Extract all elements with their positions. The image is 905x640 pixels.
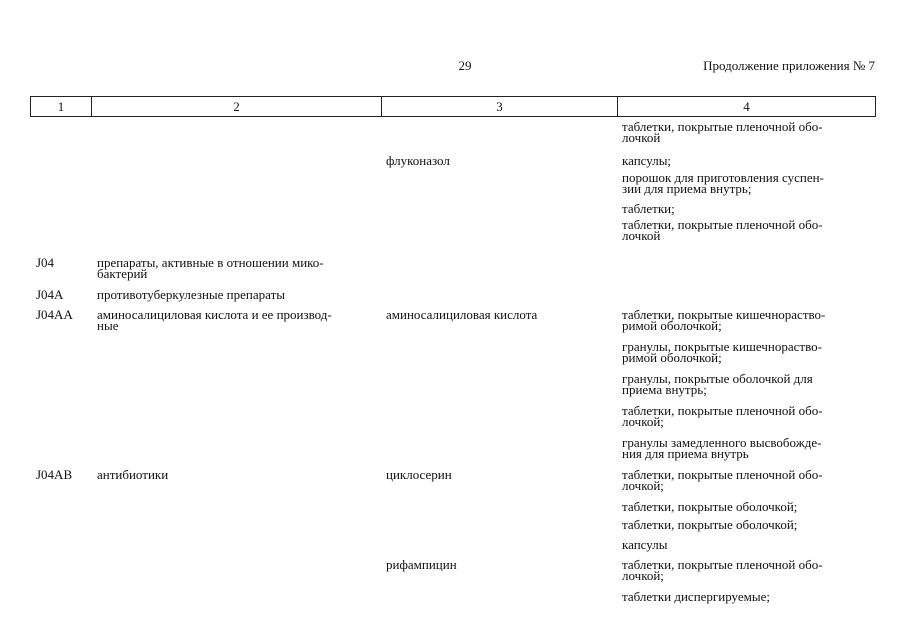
cell-code: J04AB: [36, 467, 73, 482]
cell-form: таблетки, покрытые кишечнораство- римой оболочкой;: [622, 307, 826, 333]
cell-form: таблетки диспергируемые;: [622, 589, 770, 604]
column-header-1: 1: [31, 97, 92, 116]
cell-group: препараты, активные в отношении мико- бактерий: [97, 255, 324, 281]
cell-form: гранулы замедленного высвобожде- ния для приема внутрь: [622, 435, 822, 461]
column-header-3: 3: [382, 97, 618, 116]
cell-drug: флуконазол: [386, 153, 450, 168]
cell-form: гранулы, покрытые оболочкой для приема внутрь;: [622, 371, 813, 397]
cell-group: антибиотики: [97, 467, 169, 482]
cell-code: J04AA: [36, 307, 73, 322]
cell-code: J04: [36, 255, 55, 270]
cell-form: таблетки;: [622, 201, 675, 216]
cell-group: противотуберкулезные препараты: [97, 287, 285, 302]
cell-form: порошок для приготовления суспен- зии для приема внутрь;: [622, 170, 824, 196]
cell-code: J04A: [36, 287, 64, 302]
cell-form: гранулы, покрытые кишечнораство- римой оболочкой;: [622, 339, 822, 365]
cell-form: таблетки, покрытые пленочной обо- лочкой;: [622, 467, 823, 493]
cell-form: таблетки, покрытые пленочной обо- лочкой: [622, 119, 823, 145]
cell-drug: циклосерин: [386, 467, 452, 482]
cell-form: таблетки, покрытые пленочной обо- лочкой;: [622, 403, 823, 429]
cell-form: таблетки, покрытые пленочной обо- лочкой: [622, 217, 823, 243]
cell-form: таблетки, покрытые пленочной обо- лочкой;: [622, 557, 823, 583]
cell-form: таблетки, покрытые оболочкой;: [622, 517, 798, 532]
cell-drug: рифампицин: [386, 557, 457, 572]
page-number: 29: [458, 58, 472, 73]
column-header-2: 2: [92, 97, 382, 116]
cell-drug: аминосалициловая кислота: [386, 307, 538, 322]
cell-form: капсулы: [622, 537, 668, 552]
cell-form: капсулы;: [622, 153, 672, 168]
table-header: [30, 96, 876, 117]
cell-form: таблетки, покрытые оболочкой;: [622, 499, 798, 514]
continuation-note: Продолжение приложения № 7: [703, 58, 875, 73]
cell-group: аминосалициловая кислота и ее производ- ные: [97, 307, 332, 333]
column-header-4: 4: [743, 99, 750, 114]
